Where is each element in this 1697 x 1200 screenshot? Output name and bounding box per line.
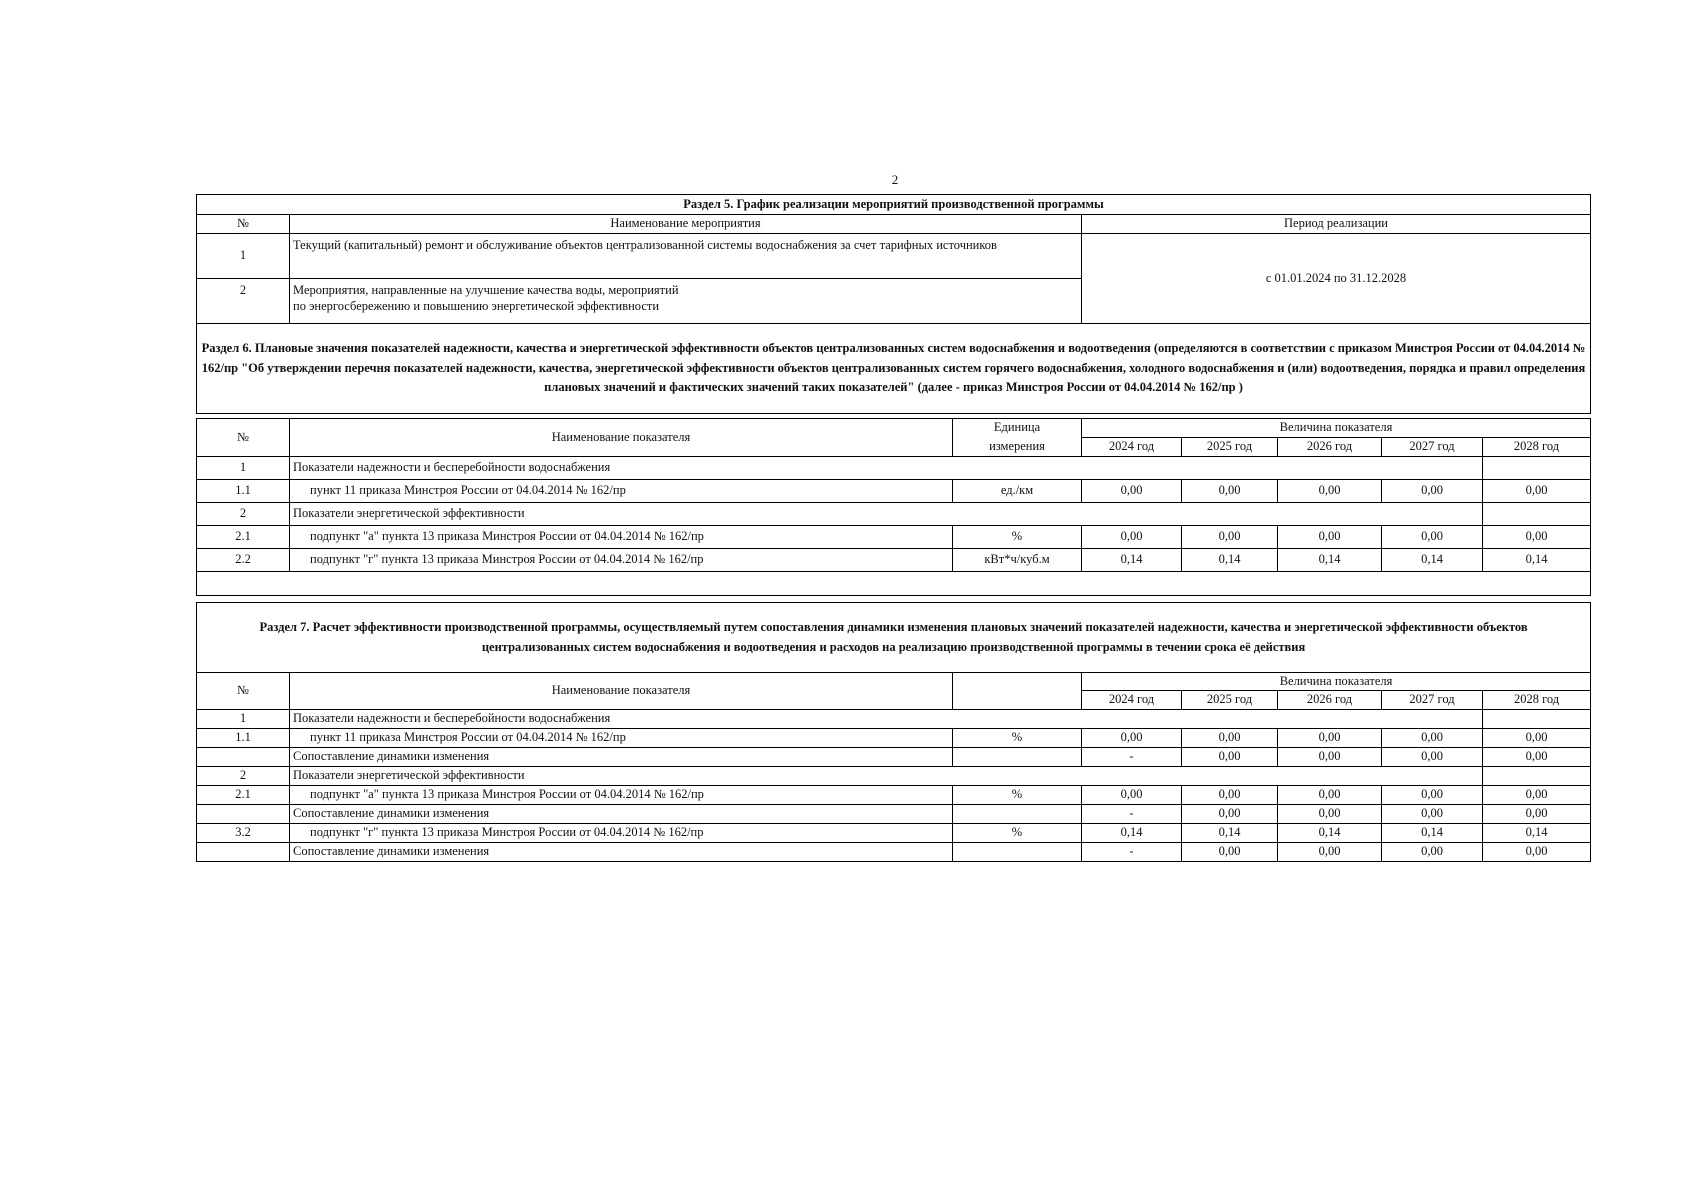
- row-value: 0,00: [1082, 480, 1182, 503]
- row-value: 0,00: [1483, 480, 1591, 503]
- row-num: [197, 805, 290, 824]
- row-unit: кВт*ч/куб.м: [953, 549, 1082, 572]
- section6-header-year-2027: 2027 год: [1382, 438, 1483, 457]
- section7-header-num: №: [197, 673, 290, 710]
- section5-title: Раздел 5. График реализации мероприятий производственной программы: [197, 195, 1591, 215]
- row-name: Показатели энергетической эффективности: [290, 503, 1483, 526]
- section7-header-year-2026: 2026 год: [1278, 691, 1382, 710]
- section7-header-unit-empty: [953, 673, 1082, 710]
- section5-row-2-name-line1: Мероприятия, направленные на улучшение качества воды, мероприятий: [293, 283, 679, 297]
- section6-title: Раздел 6. Плановые значения показателей надежности, качества и энергетической эффективности объектов централизованных систем водоснабжения и водоотведения (определяются в соответствии с приказом Минстроя России от 04.04.2014 № 162/пр "Об утверждении перечня показателей надежности, качества, энергетической эффективности объектов централизованных систем горячего водоснабжения, холодного водоснабжения и (или) водоотведения, порядка и правил определения плановых значений и фактических значений таких показателей" (далее - приказ Минстроя России от 04.04.2014 № 162/пр ): [197, 324, 1591, 414]
- row-value: 0,00: [1483, 748, 1591, 767]
- row-value: 0,14: [1082, 824, 1182, 843]
- table-row: [197, 843, 1591, 862]
- row-num: 2.1: [197, 786, 290, 805]
- section6-body: [197, 457, 1591, 572]
- section5-header-name: Наименование мероприятия: [290, 215, 1082, 234]
- row-unit: %: [953, 824, 1082, 843]
- row-name: Показатели надежности и бесперебойности водоснабжения: [290, 710, 1483, 729]
- table-row: [197, 549, 1591, 572]
- row-value: 0,14: [1483, 549, 1591, 572]
- row-value: 0,00: [1182, 748, 1278, 767]
- row-value: 0,00: [1278, 786, 1382, 805]
- section5-row-2-num: 2: [197, 279, 290, 324]
- row-value: 0,00: [1182, 843, 1278, 862]
- section6-header-name: Наименование показателя: [290, 419, 953, 457]
- row-value: 0,00: [1182, 526, 1278, 549]
- table-row: [197, 729, 1591, 748]
- row-value: 0,00: [1483, 729, 1591, 748]
- section5-row-1-num: 1: [197, 234, 290, 279]
- section7-table: [196, 602, 1591, 862]
- row-value: 0,00: [1382, 526, 1483, 549]
- row-num: 1: [197, 457, 290, 480]
- row-empty-cell: [1483, 767, 1591, 786]
- row-value: 0,00: [1483, 526, 1591, 549]
- section6-table: [196, 418, 1591, 596]
- row-unit: [953, 805, 1082, 824]
- row-value: 0,14: [1182, 824, 1278, 843]
- row-value: 0,00: [1182, 786, 1278, 805]
- row-unit: [953, 843, 1082, 862]
- row-value: 0,00: [1278, 805, 1382, 824]
- table-row: [197, 767, 1591, 786]
- section5-table: [196, 194, 1591, 414]
- row-num: 1.1: [197, 729, 290, 748]
- table-row: [197, 526, 1591, 549]
- row-name: пункт 11 приказа Минстроя России от 04.04.2014 № 162/пр: [290, 729, 953, 748]
- row-value: -: [1082, 843, 1182, 862]
- table-row: [197, 503, 1591, 526]
- row-value: 0,00: [1182, 729, 1278, 748]
- table-row: [197, 786, 1591, 805]
- section6-header-year-2028: 2028 год: [1483, 438, 1591, 457]
- section7-header-year-2024: 2024 год: [1082, 691, 1182, 710]
- section7-header-year-2025: 2025 год: [1182, 691, 1278, 710]
- row-name: пункт 11 приказа Минстроя России от 04.04.2014 № 162/пр: [290, 480, 953, 503]
- section7-title: Раздел 7. Расчет эффективности производственной программы, осуществляемый путем сопоставления динамики изменения плановых значений показателей надежности, качества и энергетической эффективности объектов централизованных систем водоснабжения и водоотведения и расходов на реализацию производственной программы в течении срока её действия: [197, 603, 1591, 673]
- row-value: 0,00: [1082, 526, 1182, 549]
- section6-header-num: №: [197, 419, 290, 457]
- row-value: 0,00: [1382, 786, 1483, 805]
- row-value: -: [1082, 748, 1182, 767]
- section6-spacer-cell: [197, 572, 1591, 596]
- row-unit: ед./км: [953, 480, 1082, 503]
- row-value: 0,00: [1278, 526, 1382, 549]
- row-value: 0,00: [1483, 843, 1591, 862]
- row-unit: %: [953, 729, 1082, 748]
- section7-header-value-group: Величина показателя: [1082, 673, 1591, 691]
- section5-header-num: №: [197, 215, 290, 234]
- section6-spacer-row: [197, 572, 1591, 596]
- row-num: 3.2: [197, 824, 290, 843]
- row-num: 1.1: [197, 480, 290, 503]
- row-name: подпункт "г" пункта 13 приказа Минстроя России от 04.04.2014 № 162/пр: [290, 824, 953, 843]
- row-value: 0,00: [1483, 786, 1591, 805]
- row-name: подпункт "а" пункта 13 приказа Минстроя России от 04.04.2014 № 162/пр: [290, 526, 953, 549]
- row-value: 0,14: [1082, 549, 1182, 572]
- row-unit: %: [953, 526, 1082, 549]
- section6-header-value-group: Величина показателя: [1082, 419, 1591, 438]
- row-unit: %: [953, 786, 1082, 805]
- row-name: Сопоставление динамики изменения: [290, 805, 953, 824]
- row-num: 1: [197, 710, 290, 729]
- section7-header-year-2027: 2027 год: [1382, 691, 1483, 710]
- row-value: 0,00: [1483, 805, 1591, 824]
- row-num: 2: [197, 767, 290, 786]
- row-value: 0,14: [1382, 549, 1483, 572]
- row-value: 0,14: [1278, 824, 1382, 843]
- row-value: 0,14: [1278, 549, 1382, 572]
- row-name: Показатели надежности и бесперебойности водоснабжения: [290, 457, 1483, 480]
- row-value: 0,00: [1382, 480, 1483, 503]
- table-row: [197, 824, 1591, 843]
- row-value: 0,00: [1278, 480, 1382, 503]
- row-name: подпункт "а" пункта 13 приказа Минстроя России от 04.04.2014 № 162/пр: [290, 786, 953, 805]
- section5-row-2-name: [290, 279, 1082, 324]
- row-value: 0,00: [1278, 748, 1382, 767]
- section5-header-period: Период реализации: [1082, 215, 1591, 234]
- row-value: 0,00: [1382, 748, 1483, 767]
- row-value: 0,00: [1278, 843, 1382, 862]
- row-num: 2: [197, 503, 290, 526]
- section5-row-2-name-line2: по энергосбережению и повышению энергетической эффективности: [293, 298, 660, 313]
- row-empty-cell: [1483, 503, 1591, 526]
- section6-header-unit-line2: измерения: [953, 438, 1082, 457]
- row-empty-cell: [1483, 457, 1591, 480]
- table-row: [197, 710, 1591, 729]
- row-value: 0,00: [1382, 729, 1483, 748]
- section5-period-value: с 01.01.2024 по 31.12.2028: [1082, 234, 1591, 324]
- row-empty-cell: [1483, 710, 1591, 729]
- row-value: 0,00: [1382, 843, 1483, 862]
- row-value: 0,14: [1382, 824, 1483, 843]
- table-row: [197, 748, 1591, 767]
- row-name: Сопоставление динамики изменения: [290, 748, 953, 767]
- row-name: Показатели энергетической эффективности: [290, 767, 1483, 786]
- row-value: 0,00: [1082, 729, 1182, 748]
- row-name: подпункт "г" пункта 13 приказа Минстроя России от 04.04.2014 № 162/пр: [290, 549, 953, 572]
- row-value: -: [1082, 805, 1182, 824]
- row-num: [197, 748, 290, 767]
- section5-row-1-name: Текущий (капитальный) ремонт и обслуживание объектов централизованной системы водоснабжения за счет тарифных источников: [290, 234, 1082, 279]
- section7-header-name: Наименование показателя: [290, 673, 953, 710]
- row-value: 0,00: [1082, 786, 1182, 805]
- row-value: 0,00: [1278, 729, 1382, 748]
- table-row: [197, 457, 1591, 480]
- row-num: 2.1: [197, 526, 290, 549]
- row-value: 0,14: [1483, 824, 1591, 843]
- section6-header-year-2026: 2026 год: [1278, 438, 1382, 457]
- table-row: [197, 805, 1591, 824]
- row-value: 0,14: [1182, 549, 1278, 572]
- row-value: 0,00: [1182, 480, 1278, 503]
- row-value: 0,00: [1182, 805, 1278, 824]
- table-row: [197, 480, 1591, 503]
- row-num: 2.2: [197, 549, 290, 572]
- section6-header-year-2025: 2025 год: [1182, 438, 1278, 457]
- row-value: 0,00: [1382, 805, 1483, 824]
- page-number: 2: [891, 172, 899, 187]
- row-name: Сопоставление динамики изменения: [290, 843, 953, 862]
- row-num: [197, 843, 290, 862]
- section7-body: [197, 710, 1591, 862]
- row-unit: [953, 748, 1082, 767]
- section6-header-year-2024: 2024 год: [1082, 438, 1182, 457]
- section6-header-unit-line1: Единица: [953, 419, 1082, 438]
- section7-header-year-2028: 2028 год: [1483, 691, 1591, 710]
